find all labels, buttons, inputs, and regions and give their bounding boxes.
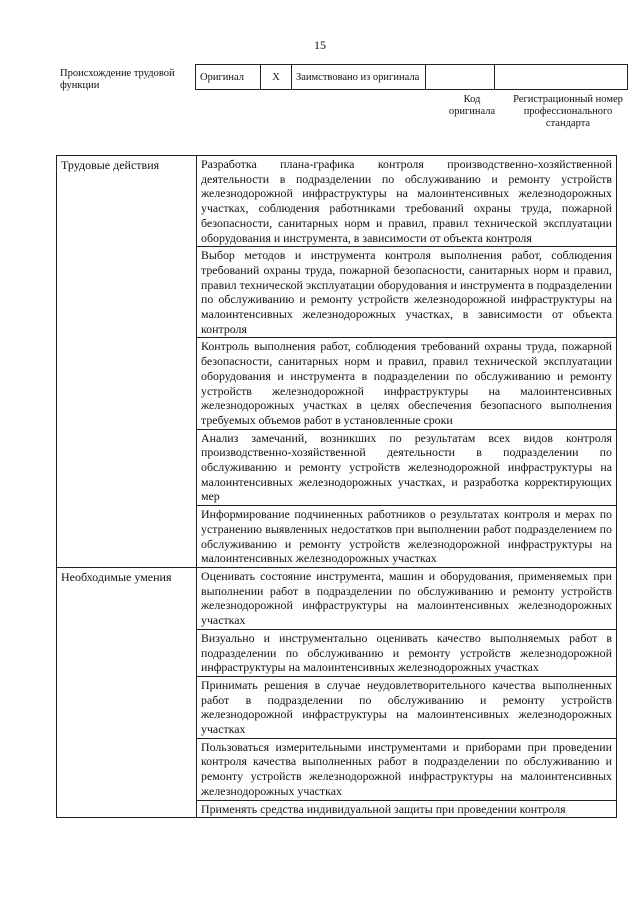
original-code-caption: Код оригинала <box>448 94 496 117</box>
section-title-required-skills: Необходимые умения <box>57 567 197 817</box>
original-code-cell <box>426 65 495 90</box>
required-skill-item: Визуально и инструментально оценивать качество выполняемых работ в подразделении по обслуживанию и ремонту устройств железнодорожной инфраструктуры на малоинтенсивных железнодорожных участках <box>197 629 617 676</box>
required-skill-item: Пользоваться измерительными инструментами и приборами при проведении контроля качества выполненных работ в подразделении по обслуживанию и ремонту устройств железнодорожной инфраструктуры на малоинтенсивных железнодорожных участках <box>197 738 617 800</box>
section-title-labor-actions: Трудовые действия <box>57 156 197 568</box>
labor-action-item: Контроль выполнения работ, соблюдения требований охраны труда, пожарной безопасности, санитарных норм и правил, правил технической эксплуатации оборудования и инструмента в подразделении по обслуживанию и ремонту устройств железнодорожной инфраструктуры на малоинтенсивных железнодорожных участках в целях обеспечения безопасного выполнения требуемых объемов работ в установленные сроки <box>197 338 617 429</box>
required-skill-item: Применять средства индивидуальной защиты при проведении контроля <box>197 800 617 818</box>
labor-action-item: Выбор методов и инструмента контроля выполнения работ, соблюдения требований охраны труда, пожарной безопасности, санитарных норм и правил, правил технической эксплуатации оборудования и инструмента в подразделении по обслуживанию и ремонту устройств железнодорожной инфраструктуры на малоинтенсивных железнодорожных участках, в зависимости от объекта контроля <box>197 247 617 338</box>
borrowed-cell: Заимствовано из оригинала <box>292 65 426 90</box>
registration-number-cell <box>495 65 628 90</box>
origin-label: Происхождение трудовой функции <box>60 68 175 91</box>
registration-number-caption: Регистрационный номер профессионального стандарта <box>513 94 623 129</box>
required-skill-item: Оценивать состояние инструмента, машин и оборудования, применяемых при выполнении работ в подразделении по обслуживанию и ремонту устройств железнодорожной инфраструктуры на малоинтенсивных железнодорожных участках <box>197 567 617 629</box>
function-table <box>56 155 617 818</box>
table-row <box>57 156 617 247</box>
labor-action-item: Разработка плана-графика контроля производственно-хозяйственной деятельности в подразделении по обслуживанию и ремонту устройств железнодорожной инфраструктуры на малоинтенсивных железнодорожных участках, соблюдения работниками требований охраны труда, пожарной безопасности, санитарных норм и правил, правил технической эксплуатации оборудования и инструмента, в зависимости от объекта контроля <box>197 156 617 247</box>
required-skill-item: Принимать решения в случае неудовлетворительного качества выполненных работ в подразделении по обслуживанию и ремонту устройств железнодорожной инфраструктуры на малоинтенсивных железнодорожных участках <box>197 676 617 738</box>
original-mark: X <box>261 65 292 90</box>
labor-action-item: Информирование подчиненных работников о результатах контроля и мерах по устранению выявленных недостатков при выполнении работ подразделением по обслуживанию и ремонту устройств железнодорожной инфраструктуры на малоинтенсивных железнодорожных участках <box>197 506 617 568</box>
original-cell: Оригинал <box>196 65 261 90</box>
labor-action-item: Анализ замечаний, возникших по результатам всех видов контроля производственно-хозяйственной деятельности в подразделении по обслуживанию и ремонту устройств железнодорожной инфраструктуры на малоинтенсивных железнодорожных участках, и разработка корректирующих мер <box>197 429 617 506</box>
page-number: 15 <box>314 38 326 52</box>
table-row <box>57 567 617 629</box>
origin-table <box>195 64 628 90</box>
